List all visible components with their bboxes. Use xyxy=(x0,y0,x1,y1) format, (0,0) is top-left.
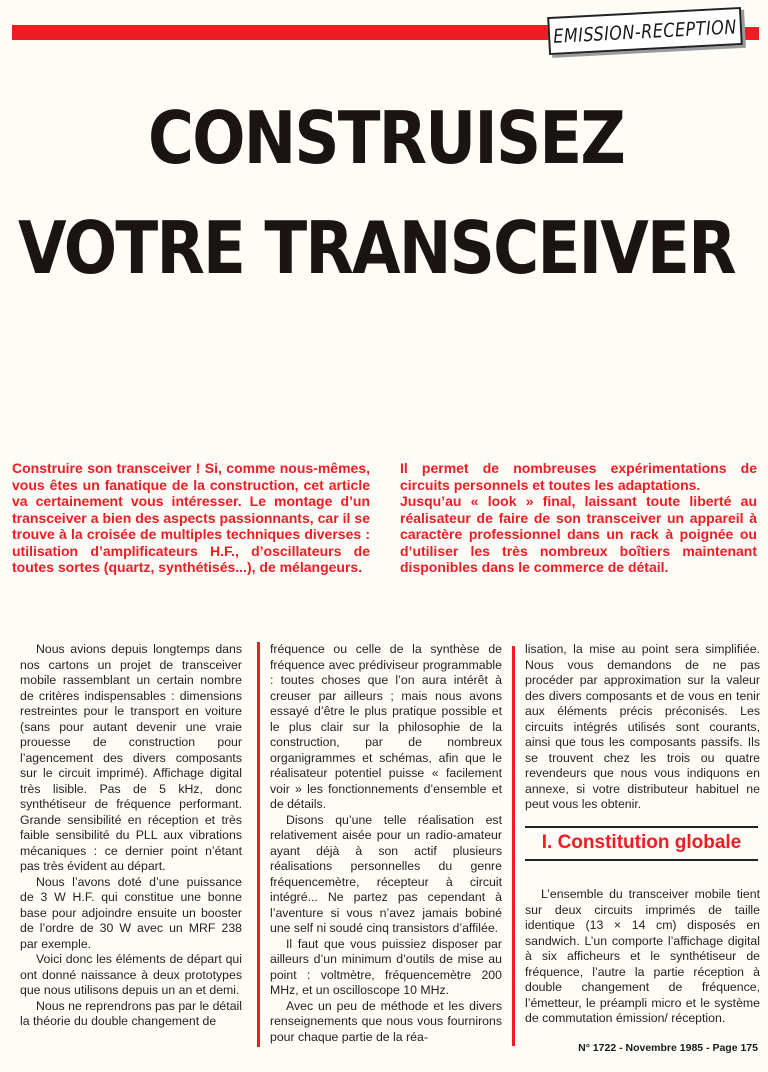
body-paragraph: L’ensemble du transceiver mobile tient sur deux circuits imprimés de taille identique (13 × 14 cm) disposés en sandwich. L’un comporte l’affichage digital à six afficheurs et le synthétiseur de fréquence, l’autre la partie réception à double changement de fréquence, l’émetteur, le préampli micro et le système de commutation émission/ réception. xyxy=(525,887,760,1025)
column-divider xyxy=(512,646,515,1046)
body-paragraph: Avec un peu de méthode et les divers renseignements que nous vous fournirons pour chaque partie de la réa- xyxy=(270,998,502,1044)
lede-left xyxy=(12,460,370,576)
body-paragraph: lisation, la mise au point sera simplifiée. Nous vous demandons de ne pas procéder par approximation sur la valeur des divers composants et de vous en tenir aux éléments précis préconisés. Les circuits intégrés utilisés sont courants, ainsi que tous les composants passifs. Ils se trouvent chez les trois ou quatre revendeurs que nous vous indiquons en annexe, si votre distributeur habituel ne peut vous les obtenir. xyxy=(525,642,760,811)
body-column-3 xyxy=(525,642,760,813)
section-body xyxy=(525,887,760,1027)
body-paragraph: fréquence ou celle de la synthèse de fréquence avec prédiviseur programmable : toutes choses que l’on aura intérêt à creuser par ailleurs ; mais nous avons essayé d’être le plus pratique possible et le plus clair sur la philosophie de la construction, par de nombreux organigrammes et schémas, afin que le réalisateur potentiel puisse « facilement voir » les fonctionnements d’ensemble et de détails. xyxy=(270,642,502,811)
lede-right xyxy=(400,460,757,576)
body-paragraph: Voici donc les éléments de départ qui ont donné naissance à deux prototypes que nous utilisons depuis un an et demi. xyxy=(20,952,242,997)
body-paragraph: Nous avions depuis longtemps dans nos cartons un projet de transceiver mobile rassemblant un certain nombre de critères indispensables : dimensions restreintes pour le transport en voiture (sans pour autant devenir une vraie prouesse de construction pour l’agencement des divers composants sur le circuit imprimé). Affichage digital très lisible. Pas de 5 kHz, donc synthétiseur de fréquence performant. Grande sensibilité en réception et très faible sensibilité du PLL aux vibrations mécaniques : ce dernier point n’étant pas très évident au départ. xyxy=(20,642,242,873)
body-column-1 xyxy=(20,642,242,1030)
body-paragraph: Nous ne reprendrons pas par le détail la théorie du double changement de xyxy=(20,998,242,1028)
body-paragraph: Disons qu’une telle réalisation est relativement aisée pour un radio-amateur ayant déjà à son actif plusieurs réalisations personnelles du genre fréquencemètre, récepteur à circuit intégré... Ne partez pas cependant à l’aventure si vous n’avez jamais bobiné une self ni soudé cinq transistors d’affilée. xyxy=(270,812,502,935)
body-paragraph: Il faut que vous puissiez disposer par ailleurs d’un minimum d’outils de mise au point : voltmètre, fréquencemètre 200 MHz, et un oscilloscope 10 MHz. xyxy=(270,936,502,997)
rubric-badge xyxy=(547,7,743,55)
headline-line-1: CONSTRUISEZ xyxy=(148,96,625,180)
lede-paragraph: Construire son transceiver ! Si, comme nous-mêmes, vous êtes un fanatique de la construction, cet article va certainement vous intéresser. Le montage d’un transceiver a bien des aspects passionnants, car il se trouve à la croisée de multiples techniques diverses : utilisation d’amplificateurs H.F., d’oscillateurs de toutes sortes (quartz, synthétisés...), de mélangeurs. xyxy=(12,460,370,575)
body-column-2 xyxy=(270,642,502,1045)
lede-paragraph: Jusqu’au « look » final, laissant toute liberté au réalisateur de faire de son transceiver un appareil à caractère professionnel dans un rack à poignée ou d’utiliser les très nombreux boîtiers maintenant disponibles dans le commerce de détail. xyxy=(400,493,757,575)
headline-line-2: VOTRE TRANSCEIVER xyxy=(18,206,735,290)
column-divider xyxy=(257,642,260,1047)
rubric-label: EMISSION-RECEPTION xyxy=(552,14,738,48)
section-heading-text: I. Constitution globale xyxy=(541,832,742,853)
section-heading xyxy=(525,826,758,861)
page-footer: N° 1722 - Novembre 1985 - Page 175 xyxy=(578,1042,758,1054)
lede-paragraph: Il permet de nombreuses expérimentations de circuits personnels et toutes les adaptations. xyxy=(400,460,757,493)
rubric-bar xyxy=(12,25,562,40)
body-paragraph: Nous l’avons doté d’une puissance de 3 W H.F. qui constitue une bonne base pour adjoindre ensuite un booster de l’ordre de 30 W avec un MRF 238 par exemple. xyxy=(20,874,242,951)
